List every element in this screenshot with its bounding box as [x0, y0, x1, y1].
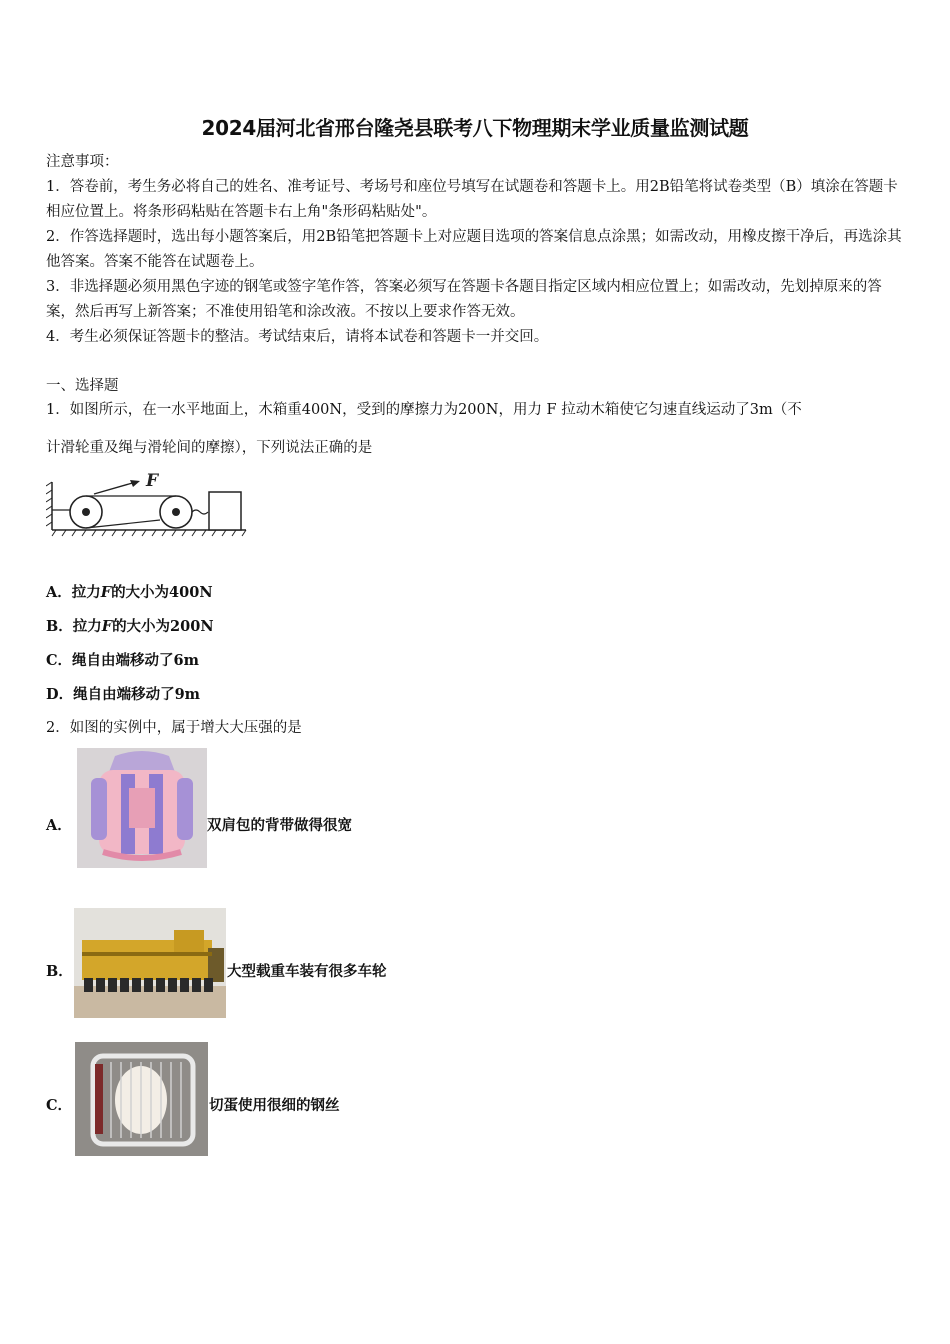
note-item-3: 3．非选择题必须用黑色字迹的钢笔或签字笔作答，答案必须写在答题卡各题目指定区域内相应位置上；如需改动，先划掉原来的答案，然后再写上新答案；不准使用铅笔和涂改液。不按以上要求作答无效。 — [46, 279, 882, 320]
q2-option-c-letter: C． — [46, 1097, 73, 1114]
q1-option-c: C．绳自由端移动了6m — [46, 652, 199, 669]
q1-option-a: A．拉力F的大小为400N — [46, 584, 213, 601]
heavy-truck-photo — [74, 908, 226, 1018]
q1-stem-line1: 1．如图所示，在一水平地面上，木箱重400N，受到的摩擦力为200N，用力 F 拉动木箱使它匀速直线运动了3m（不 — [46, 402, 802, 418]
notes — [46, 150, 906, 350]
q1-option-d: D．绳自由端移动了9m — [46, 686, 201, 703]
q1-stem-line2: 计滑轮重及绳与滑轮间的摩擦），下列说法正确的是 — [46, 440, 373, 456]
section-heading: 一、选择题 — [46, 378, 119, 394]
egg-slicer-photo — [75, 1042, 208, 1156]
figure-force-label: F — [146, 471, 159, 491]
q2-option-c-text: 切蛋使用很细的钢丝 — [209, 1097, 340, 1114]
note-item-4: 4．考生必须保证答题卡的整洁。考试结束后，请将本试卷和答题卡一并交回。 — [46, 329, 549, 345]
q2-option-a-letter: A． — [46, 817, 72, 834]
note-item-2: 2．作答选择题时，选出每小题答案后，用2B铅笔把答题卡上对应题目选项的答案信息点涂黑；如需改动，用橡皮擦干净后，再选涂其他答案。答案不能答在试题卷上。 — [46, 229, 902, 270]
notes-heading: 注意事项： — [46, 154, 119, 170]
q2-stem: 2．如图的实例中，属于增大大压强的是 — [46, 720, 302, 736]
q2-option-a-text: 双肩包的背带做得很宽 — [207, 817, 352, 834]
pulley-figure — [46, 470, 251, 542]
q2-option-b-text: 大型载重车装有很多车轮 — [227, 963, 387, 980]
q2-option-b-letter: B． — [46, 963, 73, 980]
note-item-1: 1．答卷前，考生务必将自己的姓名、准考证号、考场号和座位号填写在试题卷和答题卡上。用2B铅笔将试卷类型（B）填涂在答题卡相应位置上。将条形码粘贴在答题卡右上角"条形码粘贴处"。 — [46, 179, 898, 220]
backpack-photo — [77, 748, 207, 868]
exam-title: 2024届河北省邢台隆尧县联考八下物理期末学业质量监测试题 — [201, 116, 749, 140]
q1-option-b: B．拉力F的大小为200N — [46, 618, 214, 635]
